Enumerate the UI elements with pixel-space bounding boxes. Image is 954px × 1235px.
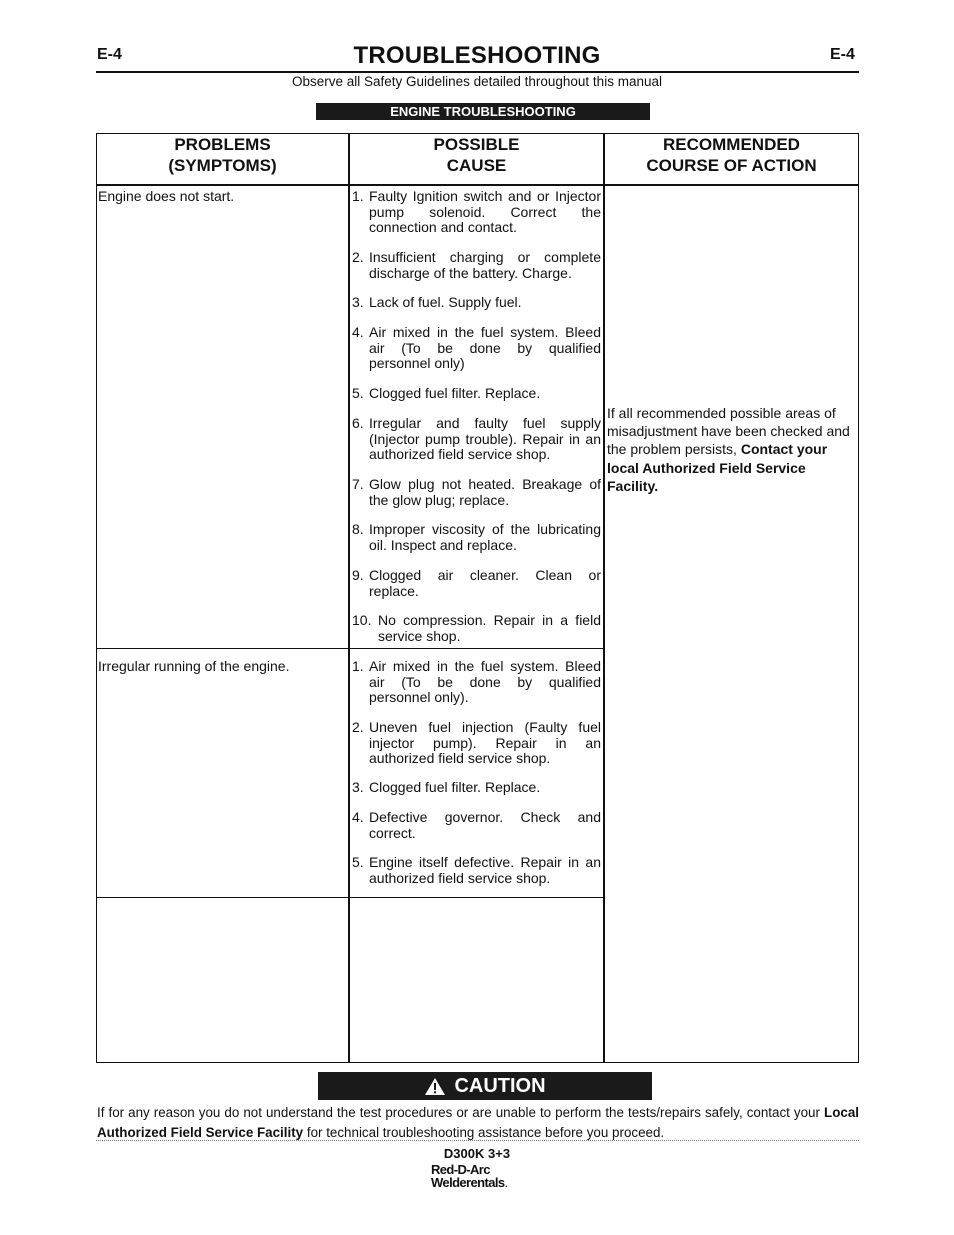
model-number: D300K 3+3 bbox=[443, 1146, 511, 1161]
column-header-cause: POSSIBLE CAUSE bbox=[433, 135, 520, 175]
warning-triangle-icon bbox=[424, 1077, 446, 1096]
list-item: 4. Defective governor. Check and correct. bbox=[352, 809, 601, 841]
list-item: 1. Air mixed in the fuel system. Bleed air (To be done by qualified personnel only). bbox=[352, 658, 601, 705]
list-item: 8. Improper viscosity of the lubricating oil. Inspect and replace. bbox=[352, 521, 601, 553]
page-number-left: E-4 bbox=[97, 46, 122, 63]
list-item: 5. Clogged fuel filter. Replace. bbox=[352, 385, 541, 401]
list-item: 9. Clogged air cleaner. Clean or replace. bbox=[352, 567, 601, 599]
list-item: 4. Air mixed in the fuel system. Bleed air (To be done by qualified personnel only) bbox=[352, 324, 601, 371]
page-number-right: E-4 bbox=[830, 46, 855, 63]
brand-logo: Red-D-Arc Welderentals. bbox=[431, 1162, 508, 1190]
footer-divider bbox=[96, 1140, 859, 1141]
list-item: 2. Uneven fuel injection (Faulty fuel injector pump). Repair in an authorized field service shop. bbox=[352, 719, 601, 766]
list-item: 3. Lack of fuel. Supply fuel. bbox=[352, 294, 522, 310]
list-item: 10. No compression. Repair in a field service shop. bbox=[352, 612, 601, 644]
column-header-problems: PROBLEMS (SYMPTOMS) bbox=[168, 135, 277, 175]
problem-engine-not-start: Engine does not start. bbox=[98, 188, 235, 204]
recommended-action: If all recommended possible areas of misadjustment have been checked and the problem persists, Contact your local Authorized Field Service Facility. bbox=[607, 405, 850, 494]
list-item: 5. Engine itself defective. Repair in an authorized field service shop. bbox=[352, 854, 601, 886]
caution-banner bbox=[318, 1072, 652, 1100]
list-item: 6. Irregular and faulty fuel supply (Injector pump trouble). Repair in an authorized field service shop. bbox=[352, 415, 601, 462]
list-item: 7. Glow plug not heated. Breakage of the glow plug; replace. bbox=[352, 476, 601, 508]
safety-subtitle: Observe all Safety Guidelines detailed throughout this manual bbox=[292, 74, 662, 89]
list-item: 1. Faulty Ignition switch and or Injector pump solenoid. Correct the connection and contact. bbox=[352, 188, 601, 235]
title-rule bbox=[96, 71, 859, 73]
problem-irregular-running: Irregular running of the engine. bbox=[98, 658, 290, 674]
column-header-action: RECOMMENDED COURSE OF ACTION bbox=[646, 135, 817, 175]
caution-label: CAUTION bbox=[454, 1074, 546, 1097]
section-title: ENGINE TROUBLESHOOTING bbox=[316, 103, 650, 120]
caution-text: If for any reason you do not understand the test procedures or are unable to perform the tests/repairs safely, contact your Local Authorized Field Service Facility for technical troubleshooting assistance before you proceed. bbox=[97, 1105, 859, 1140]
page-title: TROUBLESHOOTING bbox=[353, 42, 601, 69]
list-item: 3. Clogged fuel filter. Replace. bbox=[352, 779, 541, 795]
list-item: 2. Insufficient charging or complete discharge of the battery. Charge. bbox=[352, 249, 601, 281]
